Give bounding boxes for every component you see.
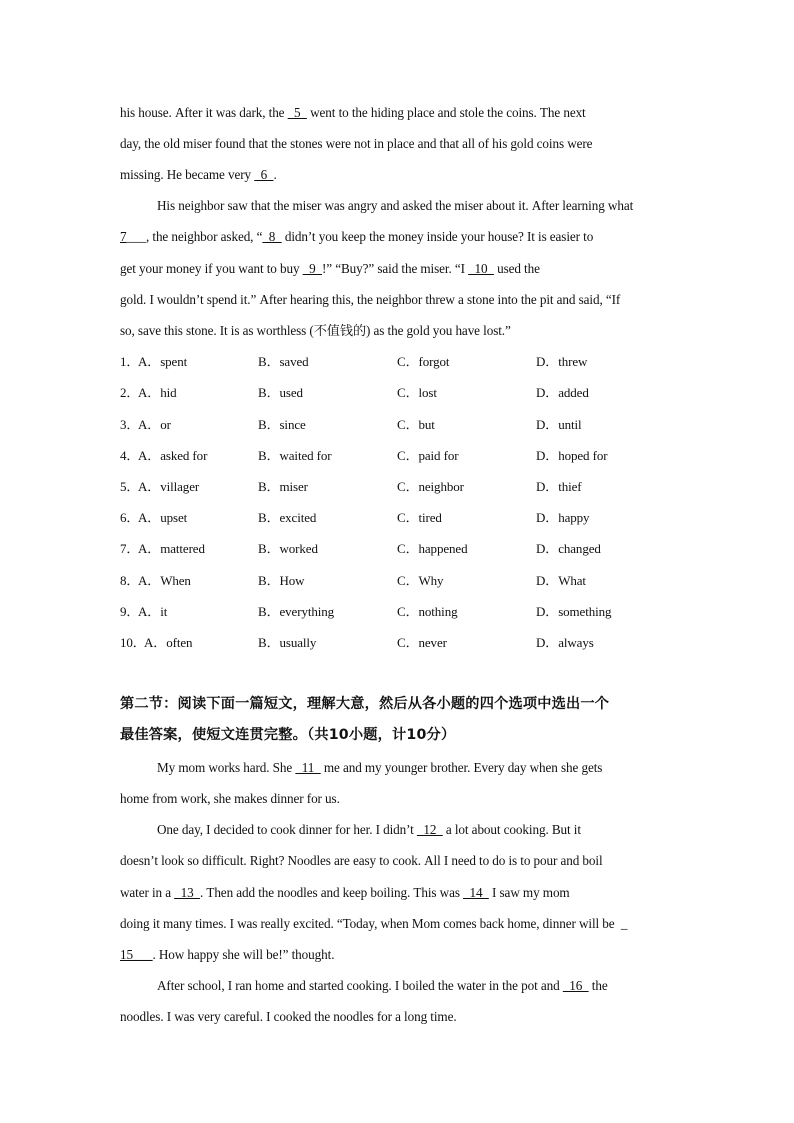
option-a[interactable]: A．often — [144, 635, 193, 650]
text-run: missing. He became very — [120, 167, 255, 182]
passage-line — [120, 1008, 457, 1026]
option-d[interactable]: D．added — [536, 385, 589, 400]
passage-line — [120, 291, 620, 309]
text-run: . Then add the noodles and keep boiling. This was — [199, 885, 464, 900]
option-a[interactable]: A．asked for — [138, 448, 208, 463]
option-b[interactable]: B．everything — [258, 604, 335, 619]
option-d[interactable]: D．changed — [536, 541, 601, 556]
text-run: My mom works hard. She — [157, 760, 296, 775]
question-number: 9． — [120, 604, 140, 619]
option-b[interactable]: B．How — [258, 573, 305, 588]
option-b[interactable]: B．worked — [258, 541, 318, 556]
text-run: After school, I ran home and started cooking. I boiled the water in the pot and — [157, 978, 563, 993]
passage-line — [120, 228, 593, 246]
question-number: 1． — [120, 354, 140, 369]
answer-blank: 7 — [120, 229, 127, 244]
option-c[interactable]: C．tired — [397, 510, 442, 525]
option-a[interactable]: A．or — [138, 417, 171, 432]
option-d[interactable]: D．What — [536, 573, 586, 588]
passage-line — [120, 322, 511, 340]
option-a[interactable]: A．villager — [138, 479, 200, 494]
answer-blank: 5 — [287, 105, 307, 120]
text-run: a lot about cooking. But it — [442, 822, 581, 837]
question-number: 10． — [120, 635, 146, 650]
answer-blank: 11 — [295, 760, 321, 775]
passage-line — [157, 977, 608, 995]
text-run: day, the old miser found that the stones were not in place and that all of his gold coins were — [120, 136, 593, 151]
option-d[interactable]: D．always — [536, 635, 594, 650]
text-run: water in a — [120, 885, 175, 900]
option-c[interactable]: C．paid for — [397, 448, 459, 463]
answer-blank: 8 — [262, 229, 282, 244]
text-run: ___ — [126, 229, 146, 244]
passage-line — [157, 821, 581, 839]
text-run: so, save this stone. It is as worthless (不值钱的) as the gold you have lost.” — [120, 323, 511, 338]
text-run: get your money if you want to buy — [120, 261, 303, 276]
text-run: used the — [493, 261, 540, 276]
option-c[interactable]: C．never — [397, 635, 447, 650]
text-run: . — [273, 167, 277, 182]
option-b[interactable]: B．used — [258, 385, 303, 400]
question-number: 3． — [120, 417, 140, 432]
text-run: His neighbor saw that the miser was angry and asked the miser about it. After learning what — [157, 198, 634, 213]
answer-blank: 6 — [254, 167, 274, 182]
section-heading: 最佳答案，使短文连贯完整。（共10小题，计10分） — [120, 727, 456, 743]
question-number: 5． — [120, 479, 140, 494]
option-a[interactable]: A．it — [138, 604, 168, 619]
question-number: 6． — [120, 510, 140, 525]
option-d[interactable]: D．thief — [536, 479, 582, 494]
option-d[interactable]: D．threw — [536, 354, 588, 369]
answer-blank: 16 — [562, 978, 589, 993]
passage-line — [157, 759, 602, 777]
passage-line — [120, 884, 570, 902]
text-run: doesn’t look so difficult. Right? Noodles are easy to cook. All I need to do is to pour and boil — [120, 853, 603, 868]
option-d[interactable]: D．until — [536, 417, 582, 432]
answer-blank: 14 — [463, 885, 489, 900]
passage-line — [120, 946, 334, 964]
option-a[interactable]: A．When — [138, 573, 191, 588]
option-a[interactable]: A．mattered — [138, 541, 205, 556]
text-run: !” “Buy?” said the miser. “I — [321, 261, 469, 276]
question-number: 2． — [120, 385, 140, 400]
answer-blank: 15 — [120, 947, 133, 962]
text-run: , the neighbor asked, “ — [145, 229, 263, 244]
option-b[interactable]: B．usually — [258, 635, 317, 650]
question-number: 8． — [120, 573, 140, 588]
option-c[interactable]: C．forgot — [397, 354, 450, 369]
option-c[interactable]: C．Why — [397, 573, 444, 588]
option-d[interactable]: D．hoped for — [536, 448, 608, 463]
option-b[interactable]: B．miser — [258, 479, 308, 494]
option-a[interactable]: A．upset — [138, 510, 188, 525]
passage-line — [120, 260, 540, 278]
text-run: One day, I decided to cook dinner for her. I didn’t — [157, 822, 417, 837]
text-run: me and my younger brother. Every day when she gets — [320, 760, 603, 775]
option-b[interactable]: B．waited for — [258, 448, 332, 463]
passage-line — [120, 166, 277, 184]
option-b[interactable]: B．excited — [258, 510, 317, 525]
question-number: 4． — [120, 448, 140, 463]
text-run: the — [588, 978, 608, 993]
text-run: . How happy she will be!” thought. — [152, 947, 335, 962]
text-run: gold. I wouldn’t spend it.” After hearing this, the neighbor threw a stone into the pit and said, “If — [120, 292, 621, 307]
answer-blank: 12 — [416, 822, 443, 837]
option-c[interactable]: C．but — [397, 417, 435, 432]
option-c[interactable]: C．lost — [397, 385, 437, 400]
text-run: noodles. I was very careful. I cooked the noodles for a long time. — [120, 1009, 457, 1024]
option-c[interactable]: C．neighbor — [397, 479, 464, 494]
text-run: home from work, she makes dinner for us. — [120, 791, 340, 806]
answer-blank: 9 — [302, 261, 322, 276]
passage-line — [157, 197, 633, 215]
text-run: went to the hiding place and stole the coins. The next — [306, 105, 586, 120]
section-heading: 第二节：阅读下面一篇短文，理解大意，然后从各小题的四个选项中选出一个 — [120, 696, 610, 712]
passage-line — [120, 104, 586, 122]
passage-line — [120, 852, 603, 870]
option-b[interactable]: B．saved — [258, 354, 309, 369]
option-d[interactable]: D．something — [536, 604, 612, 619]
passage-line — [120, 915, 627, 933]
text-run: doing it many times. I was really excited. “Today, when Mom comes back home, dinner will be — [120, 916, 618, 931]
option-a[interactable]: A．spent — [138, 354, 188, 369]
passage-line — [120, 790, 340, 808]
option-d[interactable]: D．happy — [536, 510, 590, 525]
answer-blank: 13 — [174, 885, 200, 900]
option-a[interactable]: A．hid — [138, 385, 177, 400]
question-number: 7． — [120, 541, 140, 556]
option-c[interactable]: C．happened — [397, 541, 468, 556]
option-c[interactable]: C．nothing — [397, 604, 458, 619]
text-run: I saw my mom — [488, 885, 570, 900]
option-b[interactable]: B．since — [258, 417, 306, 432]
answer-blank: ___ — [133, 947, 153, 962]
passage-line — [120, 135, 592, 153]
text-run: _ — [617, 916, 628, 931]
text-run: didn’t you keep the money inside your house? It is easier to — [281, 229, 594, 244]
text-run: his house. After it was dark, the — [120, 105, 288, 120]
answer-blank: 10 — [468, 261, 494, 276]
